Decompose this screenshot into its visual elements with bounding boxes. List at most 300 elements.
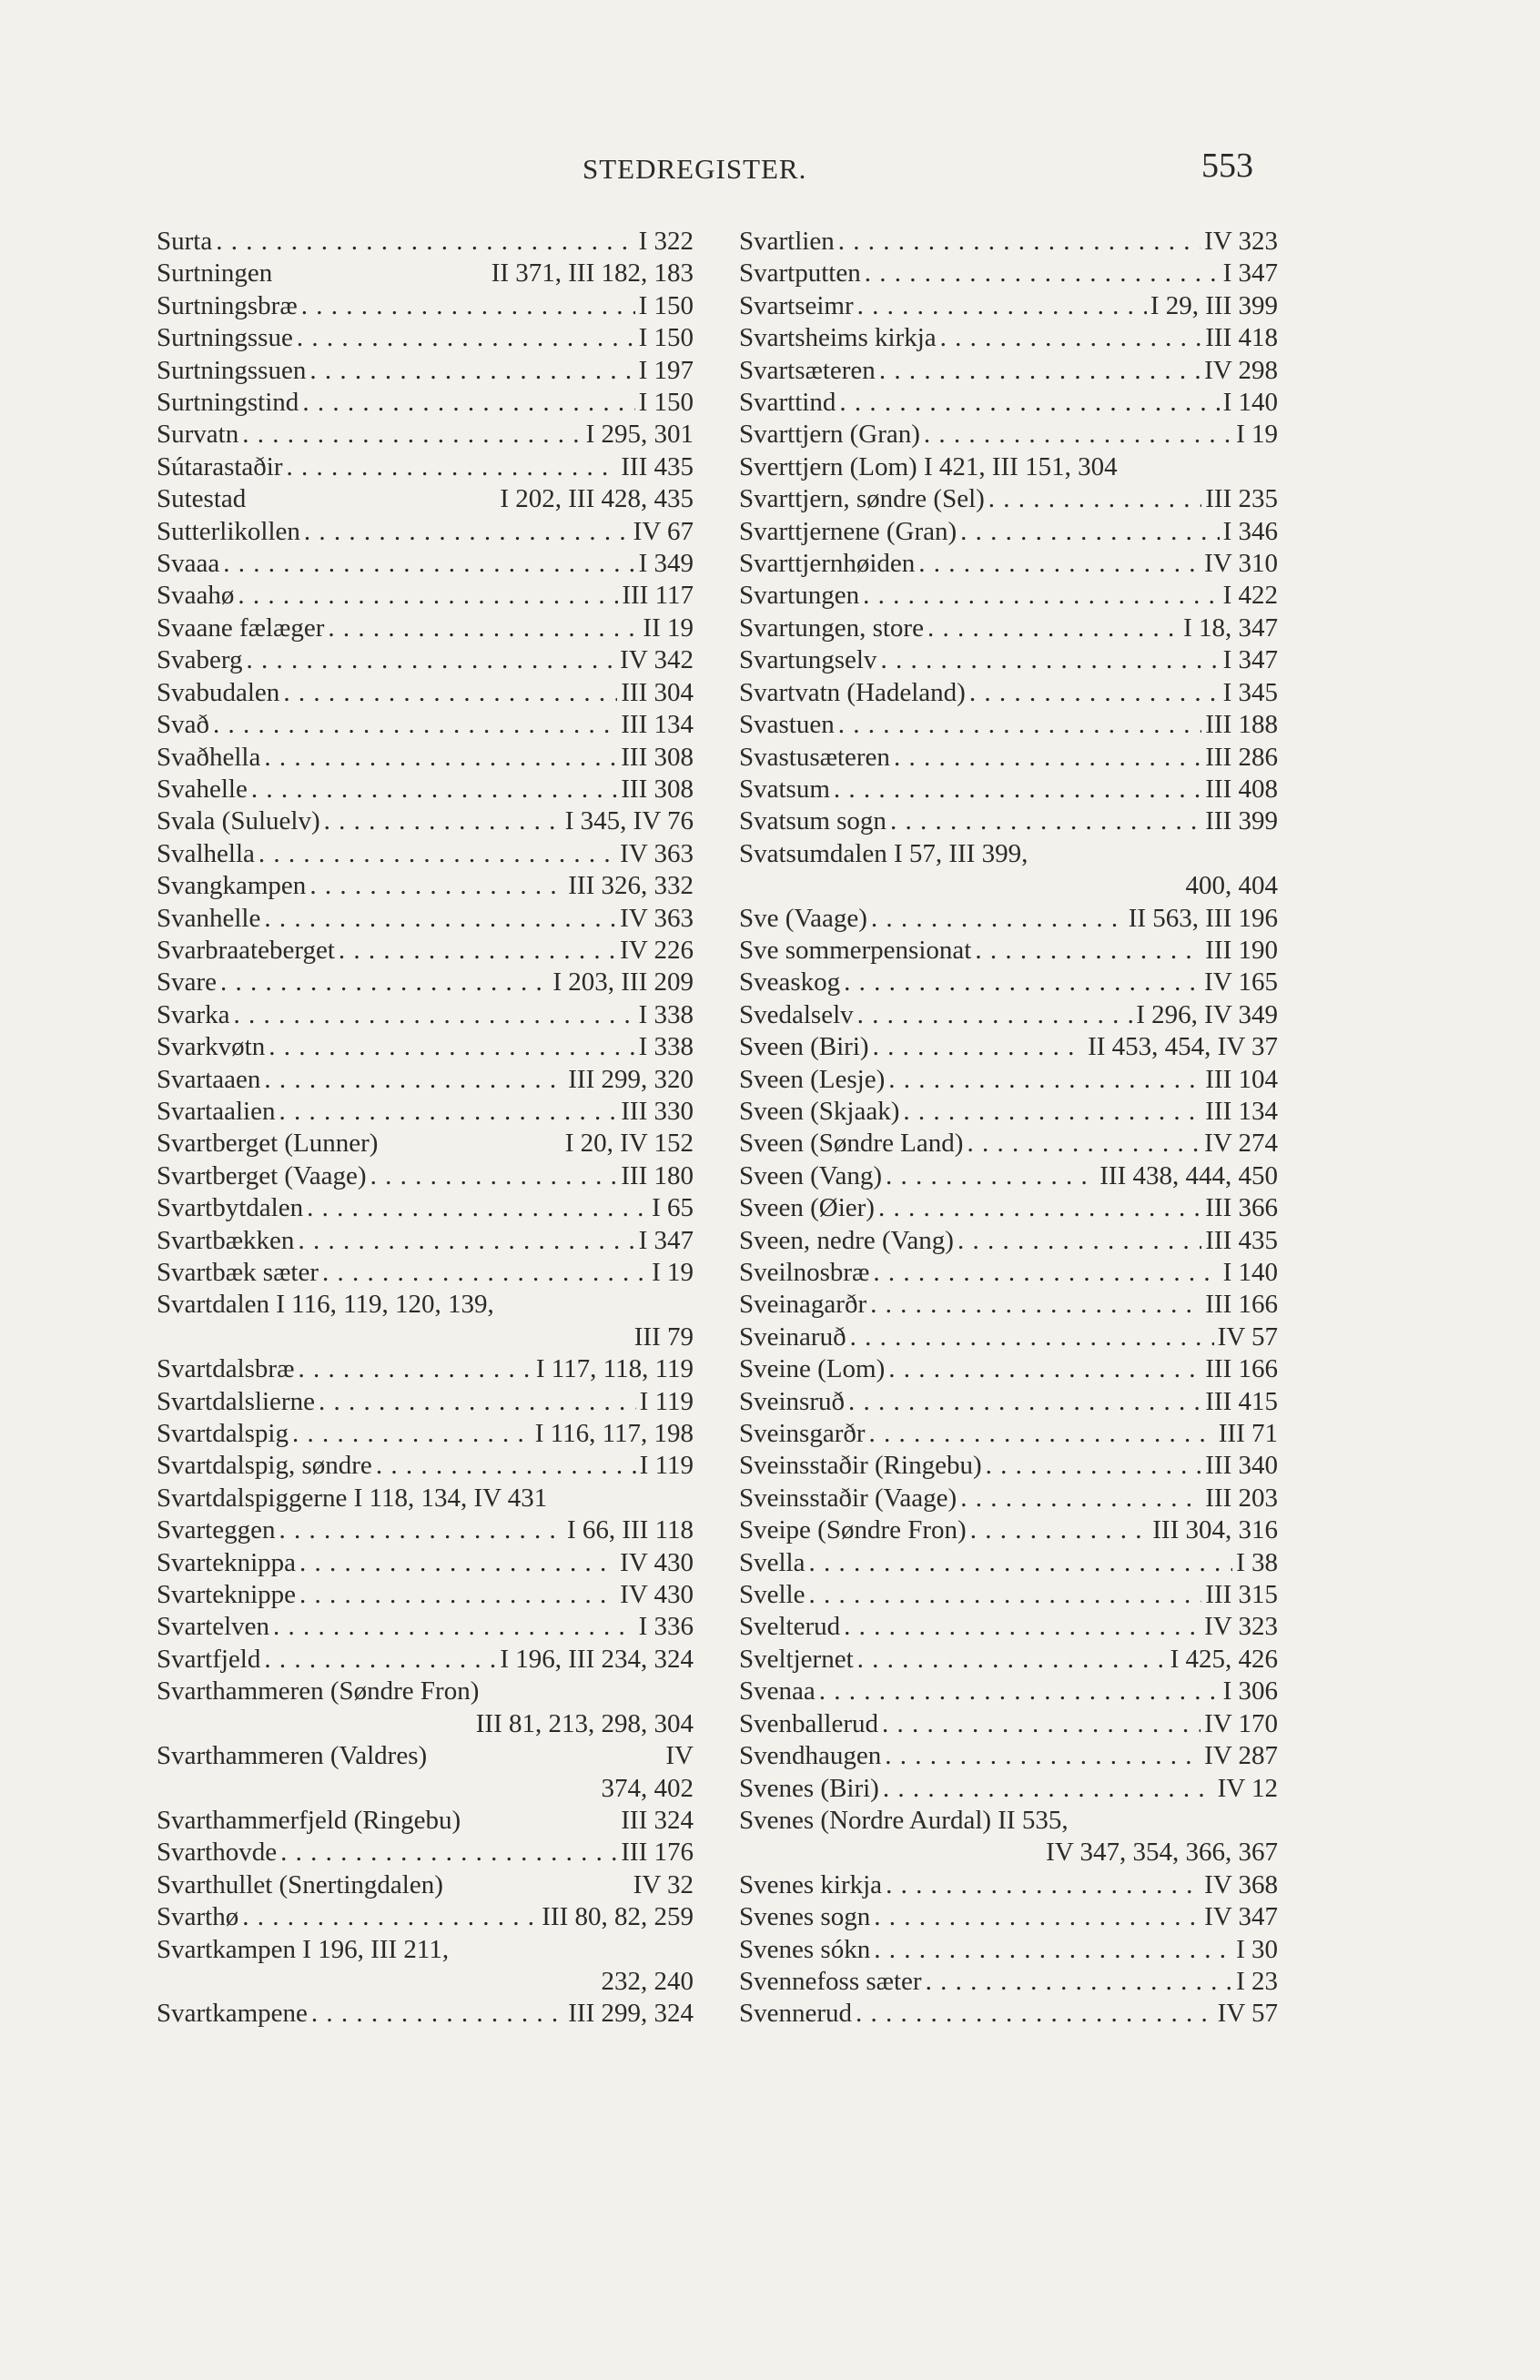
entry-refs: I 349 (638, 549, 694, 579)
entry-refs: III 340 (1205, 1451, 1278, 1481)
entry-name: Svartelven (157, 1612, 270, 1642)
register-entry (157, 1547, 694, 1579)
entry-refs: I 66, III 118 (566, 1515, 694, 1545)
entry-name: Svartungselv (739, 645, 877, 675)
entry-refs: III 399 (1205, 806, 1278, 836)
entry-refs: I 345 (1222, 677, 1278, 707)
entry-name: Sveinaruð (739, 1322, 846, 1352)
register-entry (739, 387, 1278, 419)
register-entry (739, 677, 1278, 709)
entry-refs: I 29, III 399 (1150, 290, 1278, 320)
leader-dots (844, 1611, 1201, 1643)
entry-name: Svarbraateberget (157, 935, 335, 965)
leader-dots (324, 805, 562, 837)
entry-name: Svartaaen (157, 1064, 261, 1094)
leader-dots (447, 1869, 630, 1901)
entry-refs: IV 226 (620, 935, 694, 965)
register-entry (157, 742, 694, 774)
register-entry (739, 290, 1278, 322)
register-entry (739, 1064, 1278, 1096)
leader-dots (967, 1128, 1201, 1160)
register-entry (739, 1257, 1278, 1289)
entry-name: Svað (157, 710, 209, 740)
leader-dots (870, 1289, 1201, 1321)
entry-refs: I 140 (1222, 1258, 1278, 1287)
register-entry (739, 1031, 1278, 1063)
register-entry (739, 1998, 1278, 2030)
entry-name: Svarka (157, 999, 230, 1029)
entry-name: Svartkampen I 196, III 211, (157, 1934, 450, 1964)
entry-refs: III 299, 320 (568, 1064, 694, 1094)
entry-refs: I 295, 301 (585, 420, 694, 450)
register-entry (157, 1483, 694, 1514)
register-entry (157, 1418, 694, 1450)
leader-dots (376, 1450, 636, 1482)
register-entry (739, 322, 1278, 354)
entry-refs: I 116, 117, 198 (534, 1419, 694, 1449)
leader-dots (848, 1386, 1201, 1418)
entry-name: Svahelle (157, 774, 248, 804)
entry-refs: III 299, 324 (568, 1999, 694, 2029)
entry-name: Svarttjernene (Gran) (739, 516, 957, 546)
leader-dots (857, 290, 1147, 322)
entry-refs: III 330 (621, 1096, 694, 1126)
entry-name: Svartdalsbræ (157, 1354, 295, 1384)
leader-dots (957, 1225, 1201, 1257)
entry-refs: II 371, III 182, 183 (491, 258, 694, 289)
register-entry (739, 644, 1278, 676)
register-entry (739, 419, 1278, 451)
leader-dots (883, 1773, 1214, 1805)
entry-refs: III 435 (621, 451, 694, 481)
register-entry (157, 1064, 694, 1096)
entry-refs: IV 310 (1204, 549, 1278, 579)
entry-name: Surtningssue (157, 323, 293, 353)
leader-dots (431, 1740, 662, 1772)
entry-name: Svartdalslierne (157, 1386, 315, 1416)
entry-name: Surtningstind (157, 388, 299, 418)
entry-refs: III 166 (1205, 1290, 1278, 1320)
entry-refs: I 346 (1222, 516, 1278, 546)
entry-name: Svarteggen (157, 1515, 276, 1545)
register-entry (739, 613, 1278, 644)
entry-refs: IV 363 (620, 838, 694, 868)
register-entry (739, 1740, 1278, 1772)
entry-refs: III 324 (621, 1805, 694, 1835)
leader-dots (279, 1514, 562, 1546)
entry-name: Svabudalen (157, 677, 280, 707)
entry-name: Surta (157, 227, 213, 256)
entry-refs: IV 32 (633, 1869, 694, 1899)
register-entry (157, 1096, 694, 1128)
entry-refs: IV 274 (1204, 1129, 1278, 1159)
entry-refs: IV 430 (620, 1547, 694, 1577)
entry-name: Svarthullet (Snertingdalen) (157, 1869, 443, 1899)
entry-refs: IV 323 (1204, 1612, 1278, 1642)
register-entry (739, 1353, 1278, 1385)
entry-refs: IV 170 (1204, 1708, 1278, 1738)
leader-dots (890, 805, 1201, 837)
entry-refs: III 176 (621, 1838, 694, 1868)
entry-name: Svartsæteren (739, 355, 876, 385)
leader-dots (220, 967, 549, 998)
entry-name: Svenes sogn (739, 1902, 871, 1932)
leader-dots (839, 387, 1219, 419)
entry-name: Sveen (Øier) (739, 1193, 875, 1223)
leader-dots (894, 742, 1201, 774)
leader-dots (251, 774, 617, 805)
entry-name: Sveinsstaðir (Ringebu) (739, 1451, 982, 1481)
entry-name: Svala (Suluelv) (157, 806, 320, 836)
leader-dots (283, 677, 617, 709)
entry-name: Svenes (Biri) (739, 1773, 879, 1803)
register-entry (739, 1579, 1278, 1611)
leader-dots (886, 1869, 1201, 1901)
entry-refs: IV 368 (1204, 1869, 1278, 1899)
entry-name: Svenaa (739, 1676, 816, 1707)
entry-refs: III 134 (1205, 1096, 1278, 1126)
leader-dots (273, 1611, 635, 1643)
entry-name: Svarteknippe (157, 1580, 297, 1610)
entry-refs: I 202, III 428, 435 (500, 484, 694, 514)
entry-name: Sveipe (Søndre Fron) (739, 1515, 967, 1545)
entry-refs: I 65 (652, 1193, 694, 1223)
entry-name: Svenballerud (739, 1708, 879, 1738)
leader-dots (464, 1805, 617, 1837)
entry-continuation: 374, 402 (601, 1773, 694, 1803)
leader-dots (888, 1353, 1201, 1385)
register-entry (739, 1611, 1278, 1643)
leader-dots (287, 451, 618, 483)
entry-name: Svarteknippa (157, 1547, 297, 1577)
leader-dots (809, 1579, 1202, 1611)
leader-dots (975, 935, 1201, 967)
leader-dots (498, 1289, 690, 1321)
register-entry (157, 1160, 694, 1192)
entry-refs: I 19 (1236, 420, 1278, 450)
entry-name: Svendhaugen (739, 1741, 882, 1771)
entry-refs: I 38 (1236, 1547, 1278, 1577)
entry-refs: II 453, 454, IV 37 (1088, 1032, 1278, 1062)
register-entry (739, 1644, 1278, 1676)
register-entry (739, 967, 1278, 998)
entry-refs: III 71 (1218, 1419, 1278, 1449)
register-entry (739, 935, 1278, 967)
register-entry (157, 1192, 694, 1224)
entry-name: Svenes (Nordre Aurdal) II 535, (739, 1805, 1069, 1835)
entry-name: Svartdalspiggerne I 118, 134, IV 431 (157, 1483, 548, 1513)
entry-refs: IV 12 (1217, 1773, 1278, 1803)
entry-name: Svastuen (739, 710, 835, 740)
leader-dots (869, 1418, 1215, 1450)
entry-name: Sveinsgarðr (739, 1419, 866, 1449)
register-entry (739, 516, 1278, 548)
entry-name: Svartberget (Lunner) (157, 1129, 379, 1159)
register-entry (157, 1837, 694, 1869)
entry-name: Svare (157, 967, 218, 998)
leader-dots (311, 1998, 564, 2030)
entry-refs: IV 347 (1204, 1902, 1278, 1932)
entry-refs: IV 298 (1204, 355, 1278, 385)
register-entry (739, 1805, 1278, 1837)
entry-continuation: III 81, 213, 298, 304 (475, 1708, 694, 1738)
entry-refs: III 438, 444, 450 (1099, 1160, 1278, 1190)
leader-dots (873, 1257, 1219, 1289)
right-column (739, 226, 1278, 2031)
leader-dots (850, 1322, 1214, 1353)
register-entry (157, 967, 694, 998)
leader-dots (319, 1386, 636, 1418)
leader-dots (258, 838, 616, 870)
entry-refs: III 304 (621, 677, 694, 707)
register-entry (739, 1514, 1278, 1546)
entry-name: Sve (Vaage) (739, 903, 867, 933)
register-entry (157, 1869, 694, 1901)
register-entry (739, 1225, 1278, 1257)
leader-dots (857, 999, 1133, 1031)
leader-dots (299, 1547, 616, 1579)
leader-dots (871, 903, 1125, 935)
leader-dots (216, 226, 634, 258)
register-entry (157, 903, 694, 935)
register-entry (739, 709, 1278, 741)
entry-refs: III 308 (621, 774, 694, 804)
entry-name: Svartbækken (157, 1225, 295, 1255)
leader-dots (309, 870, 564, 902)
register-entry (739, 1483, 1278, 1514)
leader-dots (838, 226, 1201, 258)
leader-dots (234, 999, 635, 1031)
register-entry (157, 1514, 694, 1546)
register-entry (157, 935, 694, 967)
entry-name: Sveen, nedre (Vang) (739, 1225, 954, 1255)
leader-dots (223, 548, 634, 580)
leader-dots (328, 613, 639, 644)
leader-dots (834, 774, 1201, 805)
entry-refs: III 308 (621, 742, 694, 772)
register-entry (157, 1225, 694, 1257)
register-entry (157, 580, 694, 612)
leader-dots (926, 1966, 1233, 1998)
leader-dots (882, 1708, 1201, 1740)
entry-refs: I 18, 347 (1183, 613, 1278, 643)
entry-refs: I 338 (638, 1032, 694, 1062)
register-entry (157, 1450, 694, 1482)
entry-name: Svarthovde (157, 1838, 278, 1868)
entry-name: Sve sommerpensionat (739, 935, 972, 965)
register-entry (157, 355, 694, 387)
register-entry (739, 1160, 1278, 1192)
entry-name: Svartfjeld (157, 1644, 261, 1674)
leader-dots (309, 355, 634, 387)
register-entry (739, 1450, 1278, 1482)
leader-dots (903, 1096, 1201, 1128)
register-entry (739, 1708, 1278, 1740)
register-entry (739, 1289, 1278, 1321)
register-entry (157, 1934, 694, 1966)
entry-name: Svennefoss sæter (739, 1966, 922, 1996)
entry-name: Svalhella (157, 838, 255, 868)
leader-dots (247, 644, 617, 676)
entry-name: Svatsum sogn (739, 806, 887, 836)
entry-name: Svartkampene (157, 1999, 308, 2029)
entry-name: Svaahø (157, 581, 235, 611)
register-entry (739, 838, 1278, 870)
entry-continuation: IV 347, 354, 366, 367 (1046, 1838, 1278, 1868)
leader-dots (297, 322, 635, 354)
entry-name: Svarttjern, søndre (Sel) (739, 484, 985, 514)
register-entry (157, 1289, 694, 1321)
leader-dots (857, 1644, 1167, 1676)
register-entry (157, 1128, 694, 1160)
register-entry (739, 258, 1278, 289)
register-entry (157, 1901, 694, 1933)
leader-dots (551, 1483, 690, 1514)
leader-dots (918, 548, 1201, 580)
leader-dots (264, 742, 617, 774)
register-entry (157, 483, 694, 515)
entry-name: Sveen (Biri) (739, 1032, 869, 1062)
entry-refs: I 150 (638, 388, 694, 418)
leader-dots (986, 1450, 1202, 1482)
leader-dots (838, 709, 1202, 741)
entry-refs: I 119 (639, 1386, 694, 1416)
entry-name: Svangkampen (157, 871, 307, 901)
entry-name: Svarttjernhøiden (739, 549, 916, 579)
register-entry (739, 355, 1278, 387)
entry-refs: IV 165 (1204, 967, 1278, 998)
entry-refs: III 180 (621, 1160, 694, 1190)
entry-refs: III 134 (621, 710, 694, 740)
leader-dots (482, 1676, 690, 1707)
entry-name: Sutestad (157, 484, 247, 514)
leader-dots (819, 1676, 1220, 1707)
register-entry (157, 516, 694, 548)
entry-refs: IV 323 (1204, 227, 1278, 256)
leader-dots (249, 483, 496, 515)
register-entry (157, 1998, 694, 2030)
leader-dots (302, 387, 634, 419)
entry-refs: IV 287 (1204, 1741, 1278, 1771)
leader-dots (879, 355, 1201, 387)
leader-dots (242, 1901, 538, 1933)
leader-dots (878, 1192, 1201, 1224)
entry-refs: III 80, 82, 259 (542, 1902, 694, 1932)
leader-dots (213, 709, 617, 741)
register-entry (157, 1644, 694, 1676)
entry-refs: III 104 (1205, 1064, 1278, 1094)
entry-name: Svanhelle (157, 903, 261, 933)
entry-name: Sveinsstaðir (Vaage) (739, 1483, 957, 1513)
register-entry (739, 1547, 1278, 1579)
entry-refs: I 19 (652, 1258, 694, 1287)
leader-dots (279, 1096, 617, 1128)
leader-dots (268, 1031, 634, 1063)
page-number: 553 (1201, 147, 1253, 185)
entry-refs: I 306 (1222, 1676, 1278, 1707)
leader-dots (264, 1064, 564, 1096)
leader-dots (940, 322, 1202, 354)
entry-refs: III 203 (1205, 1483, 1278, 1513)
entry-refs: III 415 (1205, 1386, 1278, 1416)
entry-name: Svartseimr (739, 290, 854, 320)
leader-dots (370, 1160, 618, 1192)
register-entry (157, 644, 694, 676)
register-entry (157, 1805, 694, 1837)
register-entry (157, 1579, 694, 1611)
entry-name: Sveilnosbræ (739, 1258, 870, 1287)
register-entry (739, 1773, 1278, 1805)
entry-name: Svarthammeren (Søndre Fron) (157, 1676, 480, 1707)
entry-refs: II 19 (643, 613, 694, 643)
leader-dots (242, 419, 582, 451)
entry-name: Svaaa (157, 549, 220, 579)
entry-name: Sútarastaðir (157, 451, 283, 481)
leader-dots (339, 935, 616, 967)
entry-refs: III 286 (1205, 742, 1278, 772)
entry-refs: I 422 (1222, 581, 1278, 611)
entry-name: Svartvatn (Hadeland) (739, 677, 966, 707)
entry-name: Svartdalen I 116, 119, 120, 139, (157, 1290, 494, 1320)
entry-name: Svatsum (739, 774, 830, 804)
register-entry (157, 322, 694, 354)
register-entry (739, 1966, 1278, 1998)
entry-name: Svelterud (739, 1612, 841, 1642)
register-entry (739, 1386, 1278, 1418)
leader-dots (280, 1837, 617, 1869)
register-entry (739, 742, 1278, 774)
leader-dots (452, 1934, 690, 1966)
page-header-title: STEDREGISTER. (583, 153, 807, 185)
leader-dots (924, 419, 1232, 451)
entry-refs: I 322 (638, 227, 694, 256)
register-entry (157, 774, 694, 805)
entry-name: Svedalselv (739, 999, 854, 1029)
register-entry (157, 290, 694, 322)
entry-name: Svartdalspig, søndre (157, 1451, 372, 1481)
register-entry (157, 709, 694, 741)
register-entry (739, 548, 1278, 580)
leader-dots (927, 613, 1180, 644)
entry-name: Survatn (157, 420, 239, 450)
entry-refs: III 326, 332 (568, 871, 694, 901)
entry-name: Surtningsbræ (157, 290, 298, 320)
leader-dots (809, 1547, 1233, 1579)
leader-dots (885, 1740, 1201, 1772)
register-entry (739, 999, 1278, 1031)
leader-dots (960, 1483, 1201, 1514)
leader-dots (880, 644, 1219, 676)
register-entry (157, 1676, 694, 1707)
entry-name: Svartdalspig (157, 1419, 289, 1449)
leader-dots (298, 1353, 532, 1385)
register-entry (739, 451, 1278, 483)
register-entry (157, 1353, 694, 1385)
entry-refs: I 196, III 234, 324 (500, 1644, 694, 1674)
register-entry (157, 613, 694, 644)
leader-dots (970, 1514, 1150, 1546)
entry-continuation: 400, 404 (1185, 871, 1278, 901)
leader-dots (988, 483, 1201, 515)
entry-refs: III 418 (1205, 323, 1278, 353)
entry-refs: III 315 (1205, 1580, 1278, 1610)
entry-name: Sveine (Lom) (739, 1354, 886, 1384)
entry-refs: IV 67 (633, 516, 694, 546)
entry-refs: III 117 (622, 581, 694, 611)
entry-refs: III 435 (1205, 1225, 1278, 1255)
entry-refs: I 23 (1236, 1966, 1278, 1996)
entry-name: Svarthø (157, 1902, 239, 1932)
